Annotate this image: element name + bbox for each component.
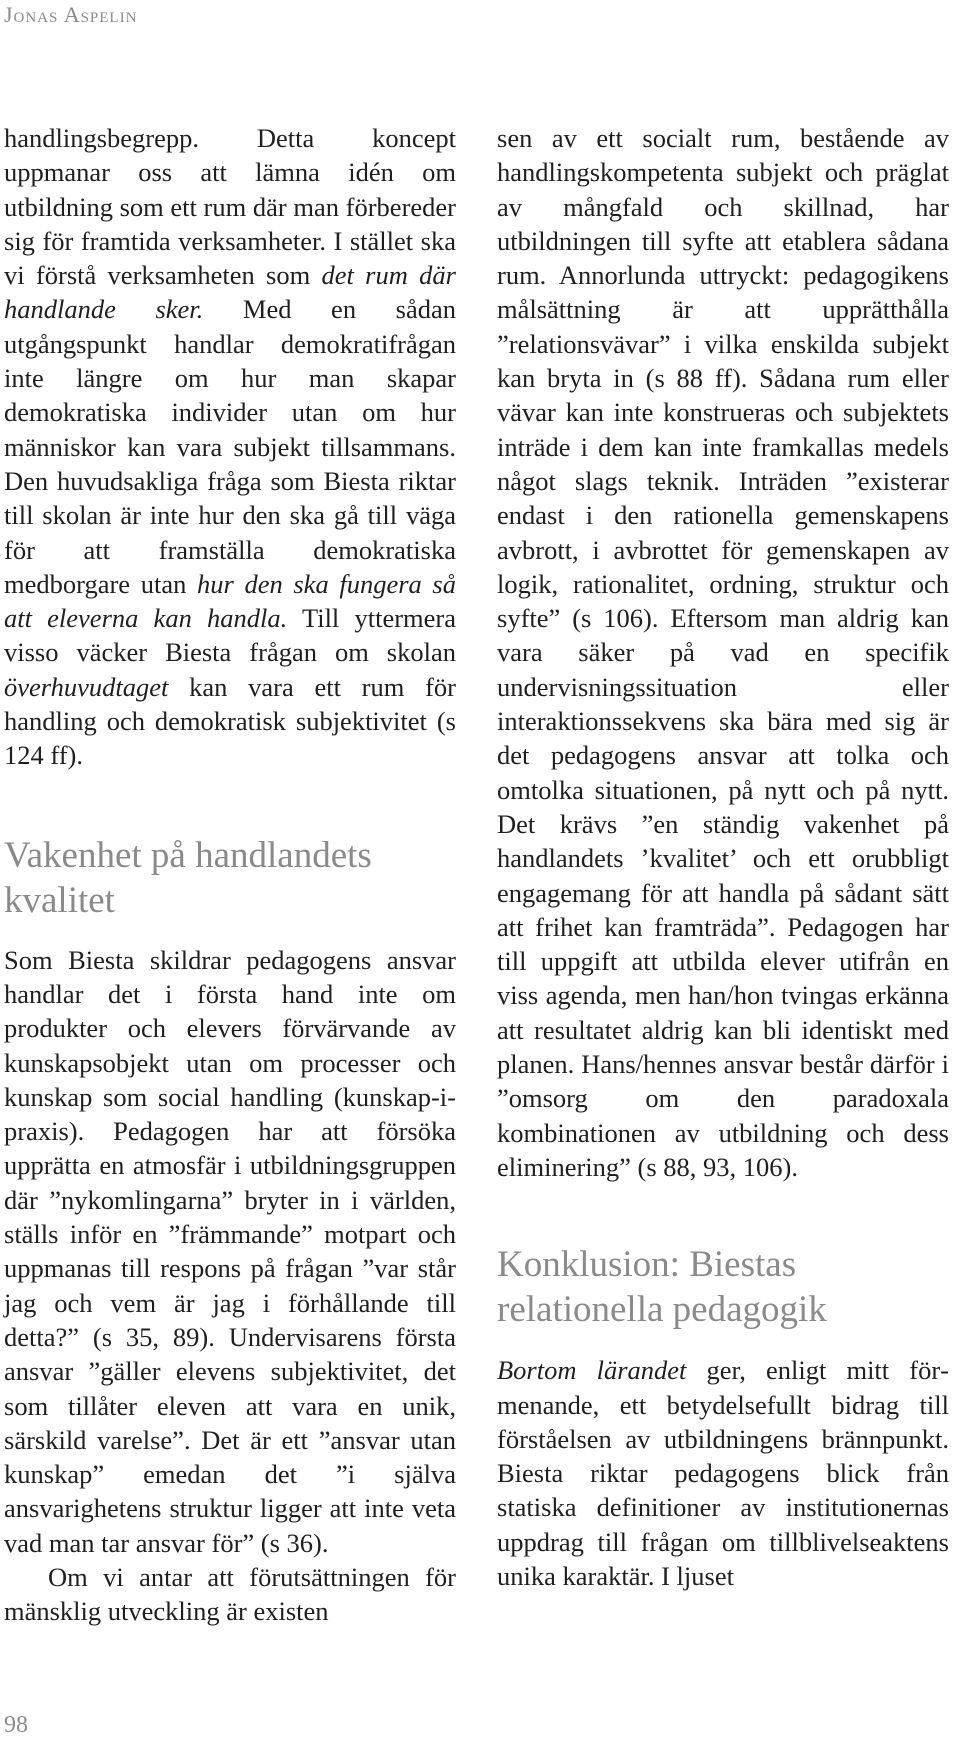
page-number: 98 — [4, 1712, 28, 1738]
italic-span: överhuvudtaget — [4, 671, 169, 702]
section-heading-vakenhet: Vakenhet på handlandets kvalitet — [4, 834, 372, 921]
italic-span: det rum där handlande sker. — [4, 260, 456, 325]
right-column — [497, 121, 949, 1593]
section-heading-konklusion: Konklusion: Biestas relationella pedagogik — [497, 1244, 827, 1331]
left-paragraph-2: Som Biesta skildrar pedagogens ansvar handlar det i första hand inte om produkter och elevers förvärvande av kunskapsobjekt utan om processer och kunskap som social handling (kunskap-i-praxis). Pedagogen har att försöka upprätta en atmosfär i utbildningsgruppen där ”nykomlingarna” bryter in i världen, ställs inför en ”främmande” motpart och uppmanas till respons på frågan ”var står jag och vem är jag i förhållande till detta?” (s 35, 89). Undervisarens första ansvar ”gäller elevens subjektivitet, det som tillåter eleven att vara en unik, särskild varelse”. Det är ett ”ansvar utan kunskap” emedan det ”i själva ansvarighetens struktur ligger att inte veta vad man tar ansvar för” (s 36). — [4, 944, 456, 1558]
left-paragraph-3: Om vi antar att förutsättningen för mänsklig utveckling är existen — [4, 1561, 456, 1627]
running-head: Jonas Aspelin — [4, 2, 138, 27]
right-paragraph-2: Bortom lärandet ger, enligt mitt förmenande, ett betydelsefullt bidrag till förståelsen av utbildningens brännpunkt. Biesta riktar pedagogens blick från statiska definitioner av institutionernas uppdrag till frågan om tillblivelseaktens unika karaktär. I ljuset — [497, 1355, 949, 1591]
left-column — [4, 121, 456, 1629]
right-paragraph-1: sen av ett socialt rum, bestående av handlingskompetenta subjekt och präglat av mångfald och skillnad, har utbildningen till syfte att etablera sådana rum. Annorlunda uttryckt: pedagogikens målsättning är att upprätthålla ”relationsvävar” i vilka enskilda subjekt kan bryta in (s 88 ff). Sådana rum eller vävar kan inte konstrueras och subjektets inträde i dem kan inte framkallas medels något slags teknik. Inträden ”existerar endast i den rationella gemenskapens avbrott, i avbrottet för gemenskapen av logik, rationalitet, ordning, struktur och syfte” (s 106). Eftersom man aldrig kan vara säker på vad en specifik undervisningssituation eller interaktionssekvens ska bära med sig är det pedagogens ansvar att tolka och omtolka situationen, på nytt och på nytt. Det krävs ”en ständig vakenhet på handlandets ’kvalitet’ och ett orubbligt engagemang för att handla på sådant sätt att frihet kan framträda”. Pedagogen har till uppgift att utbilda elever utifrån en viss agenda, men han/hon tvingas erkänna att resultatet aldrig kan bli identiskt med planen. Hans/hennes ansvar består därför i ”omsorg om den paradoxala kombinationen av utbildning och dess eliminering” (s 88, 93, 106). — [497, 123, 949, 1182]
italic-span: Bortom lärandet — [497, 1355, 687, 1386]
italic-span: hur den ska fungera så att eleverna kan handla. — [4, 568, 456, 634]
left-paragraph-1: handlingsbegrepp. Detta koncept uppmanar oss att lämna idén om utbildning som ett rum där man förbereder sig för framtida verksamheter. I stället ska vi förstå verksamheten som det rum där handlande sker. Med en sådan utgångspunkt handlar demokratifrågan inte längre om hur man skapar demokratiska individer utan om hur människor kan vara subjekt tillsammans. Den huvudsakliga fråga som Biesta riktar till skolan är inte hur den ska gå till väga för att framställa demokratiska medborgare utan hur den ska fungera så att eleverna kan handla. Till yttermera visso väcker Biesta frågan om skolan överhuvudtaget kan vara ett rum för handling och demokratisk subjektivitet (s 124 ff). — [4, 123, 456, 771]
